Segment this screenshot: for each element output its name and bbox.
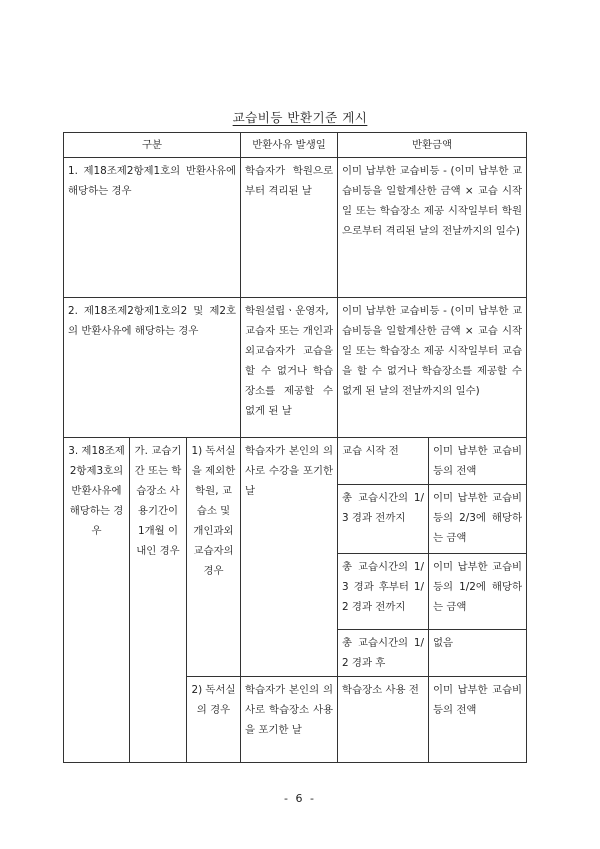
table-row: [64, 298, 527, 438]
row1-category: 1. 제18조제2항제1호의 반환사유에 해당하는 경우: [64, 158, 241, 298]
table-row: [64, 158, 527, 298]
item1-amount-4: 없음: [429, 630, 527, 677]
row3-item1-label: 1) 독서실을 제외한 학원, 교습소 및 개인과외교습자의 경우: [187, 438, 241, 677]
table-row: [64, 438, 527, 485]
row1-amount: 이미 납부한 교습비등 - (이미 납부한 교습비등을 일할계산한 금액 × 교습 시작일 또는 학습장소 제공 시작일부터 학원으로부터 격리된 날의 전날까지의 일수): [338, 158, 527, 298]
header-category: 구분: [64, 133, 241, 158]
page-number: - 6 -: [284, 792, 316, 805]
row3-item2-label: 2) 독서실의 경우: [187, 677, 241, 763]
table-header-row: [64, 133, 527, 158]
refund-criteria-table: [63, 132, 527, 763]
row2-reason: 학원설립ㆍ운영자, 교습자 또는 개인과외교습자가 교습을 할 수 없거나 학습장소를 제공할 수 없게 된 날: [241, 298, 338, 438]
row1-reason: 학습자가 학원으로부터 격리된 날: [241, 158, 338, 298]
row3-sub-a: 가. 교습기간 또는 학습장소 사용기간이 1개월 이내인 경우: [130, 438, 187, 763]
item1-period-4: 총 교습시간의 1/2 경과 후: [338, 630, 429, 677]
item1-amount-1: 이미 납부한 교습비등의 전액: [429, 438, 527, 485]
row3-item1-reason: 학습자가 본인의 의사로 수강을 포기한 날: [241, 438, 338, 677]
row2-category: 2. 제18조제2항제1호의2 및 제2호의 반환사유에 해당하는 경우: [64, 298, 241, 438]
item1-amount-2: 이미 납부한 교습비등의 2/3에 해당하는 금액: [429, 485, 527, 554]
row3-category: 3. 제18조제2항제3호의 반환사유에 해당하는 경우: [64, 438, 130, 763]
page-title: 교습비등 반환기준 게시: [232, 110, 368, 125]
header-amount: 반환금액: [338, 133, 527, 158]
row2-amount: 이미 납부한 교습비등 - (이미 납부한 교습비등을 일할계산한 금액 × 교습 시작일 또는 학습장소 제공 시작일부터 교습을 할 수 없거나 학습장소를 제공할 수 없게 된 날의 전날까지의 일수): [338, 298, 527, 438]
item2-period: 학습장소 사용 전: [338, 677, 429, 763]
header-reason: 반환사유 발생일: [241, 133, 338, 158]
item2-amount: 이미 납부한 교습비등의 전액: [429, 677, 527, 763]
row3-item2-reason: 학습자가 본인의 의사로 학습장소 사용을 포기한 날: [241, 677, 338, 763]
item1-amount-3: 이미 납부한 교습비등의 1/2에 해당하는 금액: [429, 554, 527, 630]
item1-period-3: 총 교습시간의 1/3 경과 후부터 1/2 경과 전까지: [338, 554, 429, 630]
item1-period-1: 교습 시작 전: [338, 438, 429, 485]
item1-period-2: 총 교습시간의 1/3 경과 전까지: [338, 485, 429, 554]
